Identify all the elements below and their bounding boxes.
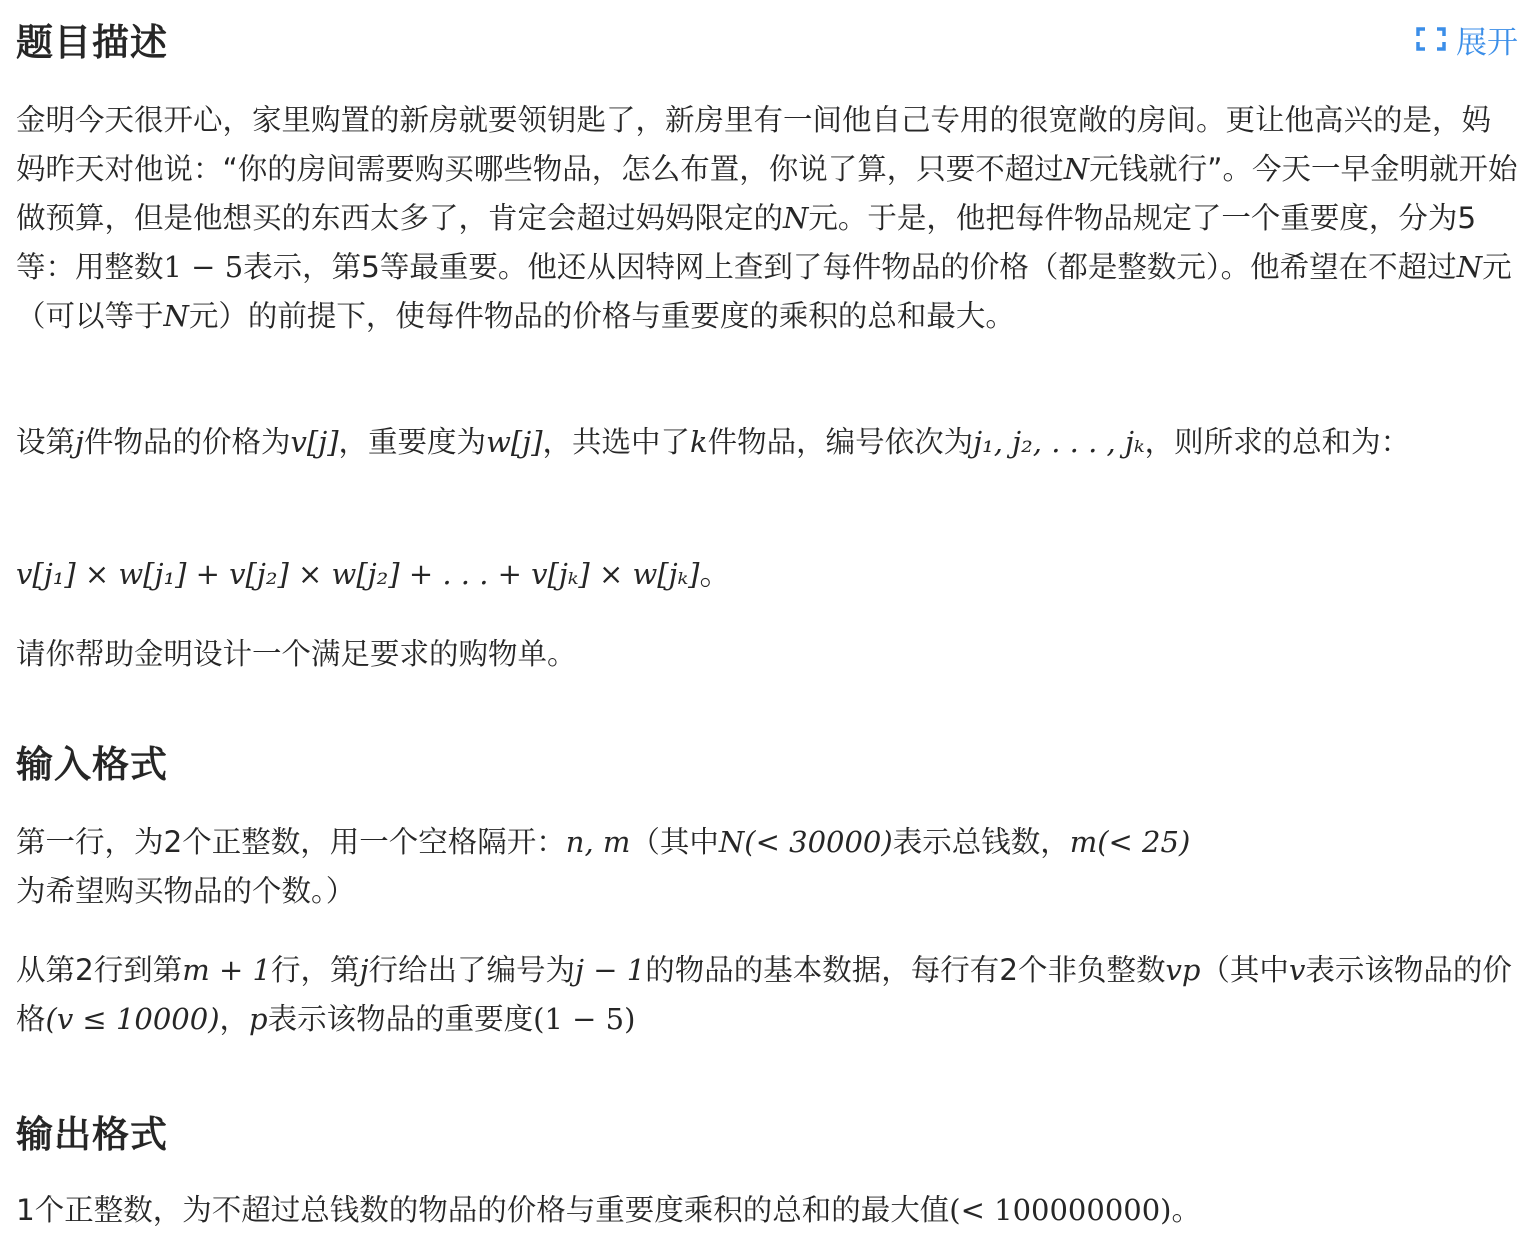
text: （其中 <box>1200 953 1289 987</box>
expand-button[interactable] <box>1416 17 1518 62</box>
text: （其中 <box>630 825 719 859</box>
input-paragraph-1 <box>16 818 1518 916</box>
text: 元）的前提下，使每件物品的价格与重要度的乘积的总和最大。 <box>188 299 1015 333</box>
math-range: 1 − 5 <box>163 250 244 284</box>
text: 设第 <box>16 425 76 459</box>
text: ，重要度为 <box>338 425 487 459</box>
math-m-plus-1: m + 1 <box>182 953 271 987</box>
text: 元。于是，他把每件物品规定了一个重要度，分为5等：用整数 <box>16 201 1477 284</box>
output-header <box>16 1106 1518 1156</box>
math-vp: vp <box>1165 953 1201 987</box>
math-N: N <box>1456 250 1483 284</box>
text: ，共选中了 <box>542 425 691 459</box>
text: 第一行，为2个正整数，用一个空格隔开： <box>16 825 566 859</box>
text: 元钱就行”。今天一早金明就开始做预算，但是他想买的东西太多了，肯定会超过妈妈限定的 <box>16 152 1518 235</box>
input-paragraph-2 <box>16 946 1518 1044</box>
text: 从第2行到第 <box>16 953 183 987</box>
input-header <box>16 736 1518 786</box>
math-j-minus-1: j − 1 <box>575 953 646 987</box>
text: 表示总钱数， <box>892 825 1070 859</box>
math-N: N <box>1063 152 1090 186</box>
output-title: 输出格式 <box>16 1113 168 1156</box>
math-k: k <box>690 425 708 459</box>
math-N-limit: N(< 30000) <box>718 825 893 859</box>
math-j: j <box>75 425 85 459</box>
description-header <box>16 14 1518 64</box>
math-v: v <box>1288 953 1306 987</box>
text: 1个正整数，为不超过总钱数的物品的价格与重要度乘积的总和的最大值 <box>16 1193 950 1227</box>
description-paragraph-1 <box>16 96 1518 341</box>
description-title: 题目描述 <box>16 21 168 64</box>
sum-formula <box>16 548 732 599</box>
expand-icon <box>1416 27 1446 51</box>
description-paragraph-3: 请你帮助金明设计一个满足要求的购物单。 <box>16 637 577 671</box>
expand-label[interactable]: 展开 <box>1456 24 1518 61</box>
math-m-limit: m(< 25) <box>1069 825 1191 859</box>
math-j: j <box>359 953 369 987</box>
text: 为希望购买物品的个数。） <box>16 874 356 908</box>
text: 行给出了编号为 <box>368 953 575 987</box>
math-N: N <box>163 299 189 333</box>
text: 表示该物品的价格 <box>16 953 1512 1036</box>
input-title: 输入格式 <box>16 743 168 786</box>
formula-period: 。 <box>699 554 732 592</box>
math-N: N <box>783 201 809 235</box>
text: 的物品的基本数据，每行有2个非负整数 <box>645 953 1166 987</box>
math-wj: w[j] <box>486 425 543 459</box>
text: 件物品的价格为 <box>84 425 291 459</box>
text: 表示，第5等最重要。他还从因特网上查到了每件物品的价格（都是整数元）。他希望在不超过 <box>243 250 1457 284</box>
text: 元（可以等于 <box>16 250 1512 333</box>
math-nm: n, m <box>565 825 631 859</box>
math-v-limit: (v ≤ 10000) <box>45 1002 220 1036</box>
formula-expression: v[j₁] × w[j₁] + v[j₂] × w[j₂] + . . . + v[jₖ] × w[jₖ] <box>16 557 700 591</box>
text: ， <box>219 1002 250 1036</box>
math-max: (< 100000000) <box>949 1193 1172 1227</box>
text: ，则所求的总和为： <box>1144 425 1411 459</box>
text: 件物品，编号依次为 <box>707 425 974 459</box>
math-p: p <box>249 1002 268 1036</box>
math-sequence: j₁, j₂, . . . , jₖ <box>973 425 1145 459</box>
math-range: (1 − 5) <box>533 1002 636 1036</box>
text: 行，第 <box>270 953 360 987</box>
description-paragraph-2 <box>16 418 1518 467</box>
math-vj: v[j] <box>290 425 339 459</box>
text: 表示该物品的重要度 <box>267 1002 534 1036</box>
output-paragraph-1 <box>16 1186 1518 1235</box>
text: 金明今天很开心，家里购置的新房就要领钥匙了，新房里有一间他自己专用的很宽敞的房间。更让他高兴的是，妈妈昨天对他说：“你的房间需要购买哪些物品，怎么布置，你说了算，只要不超过 <box>16 103 1492 186</box>
text: 。 <box>1171 1193 1201 1227</box>
